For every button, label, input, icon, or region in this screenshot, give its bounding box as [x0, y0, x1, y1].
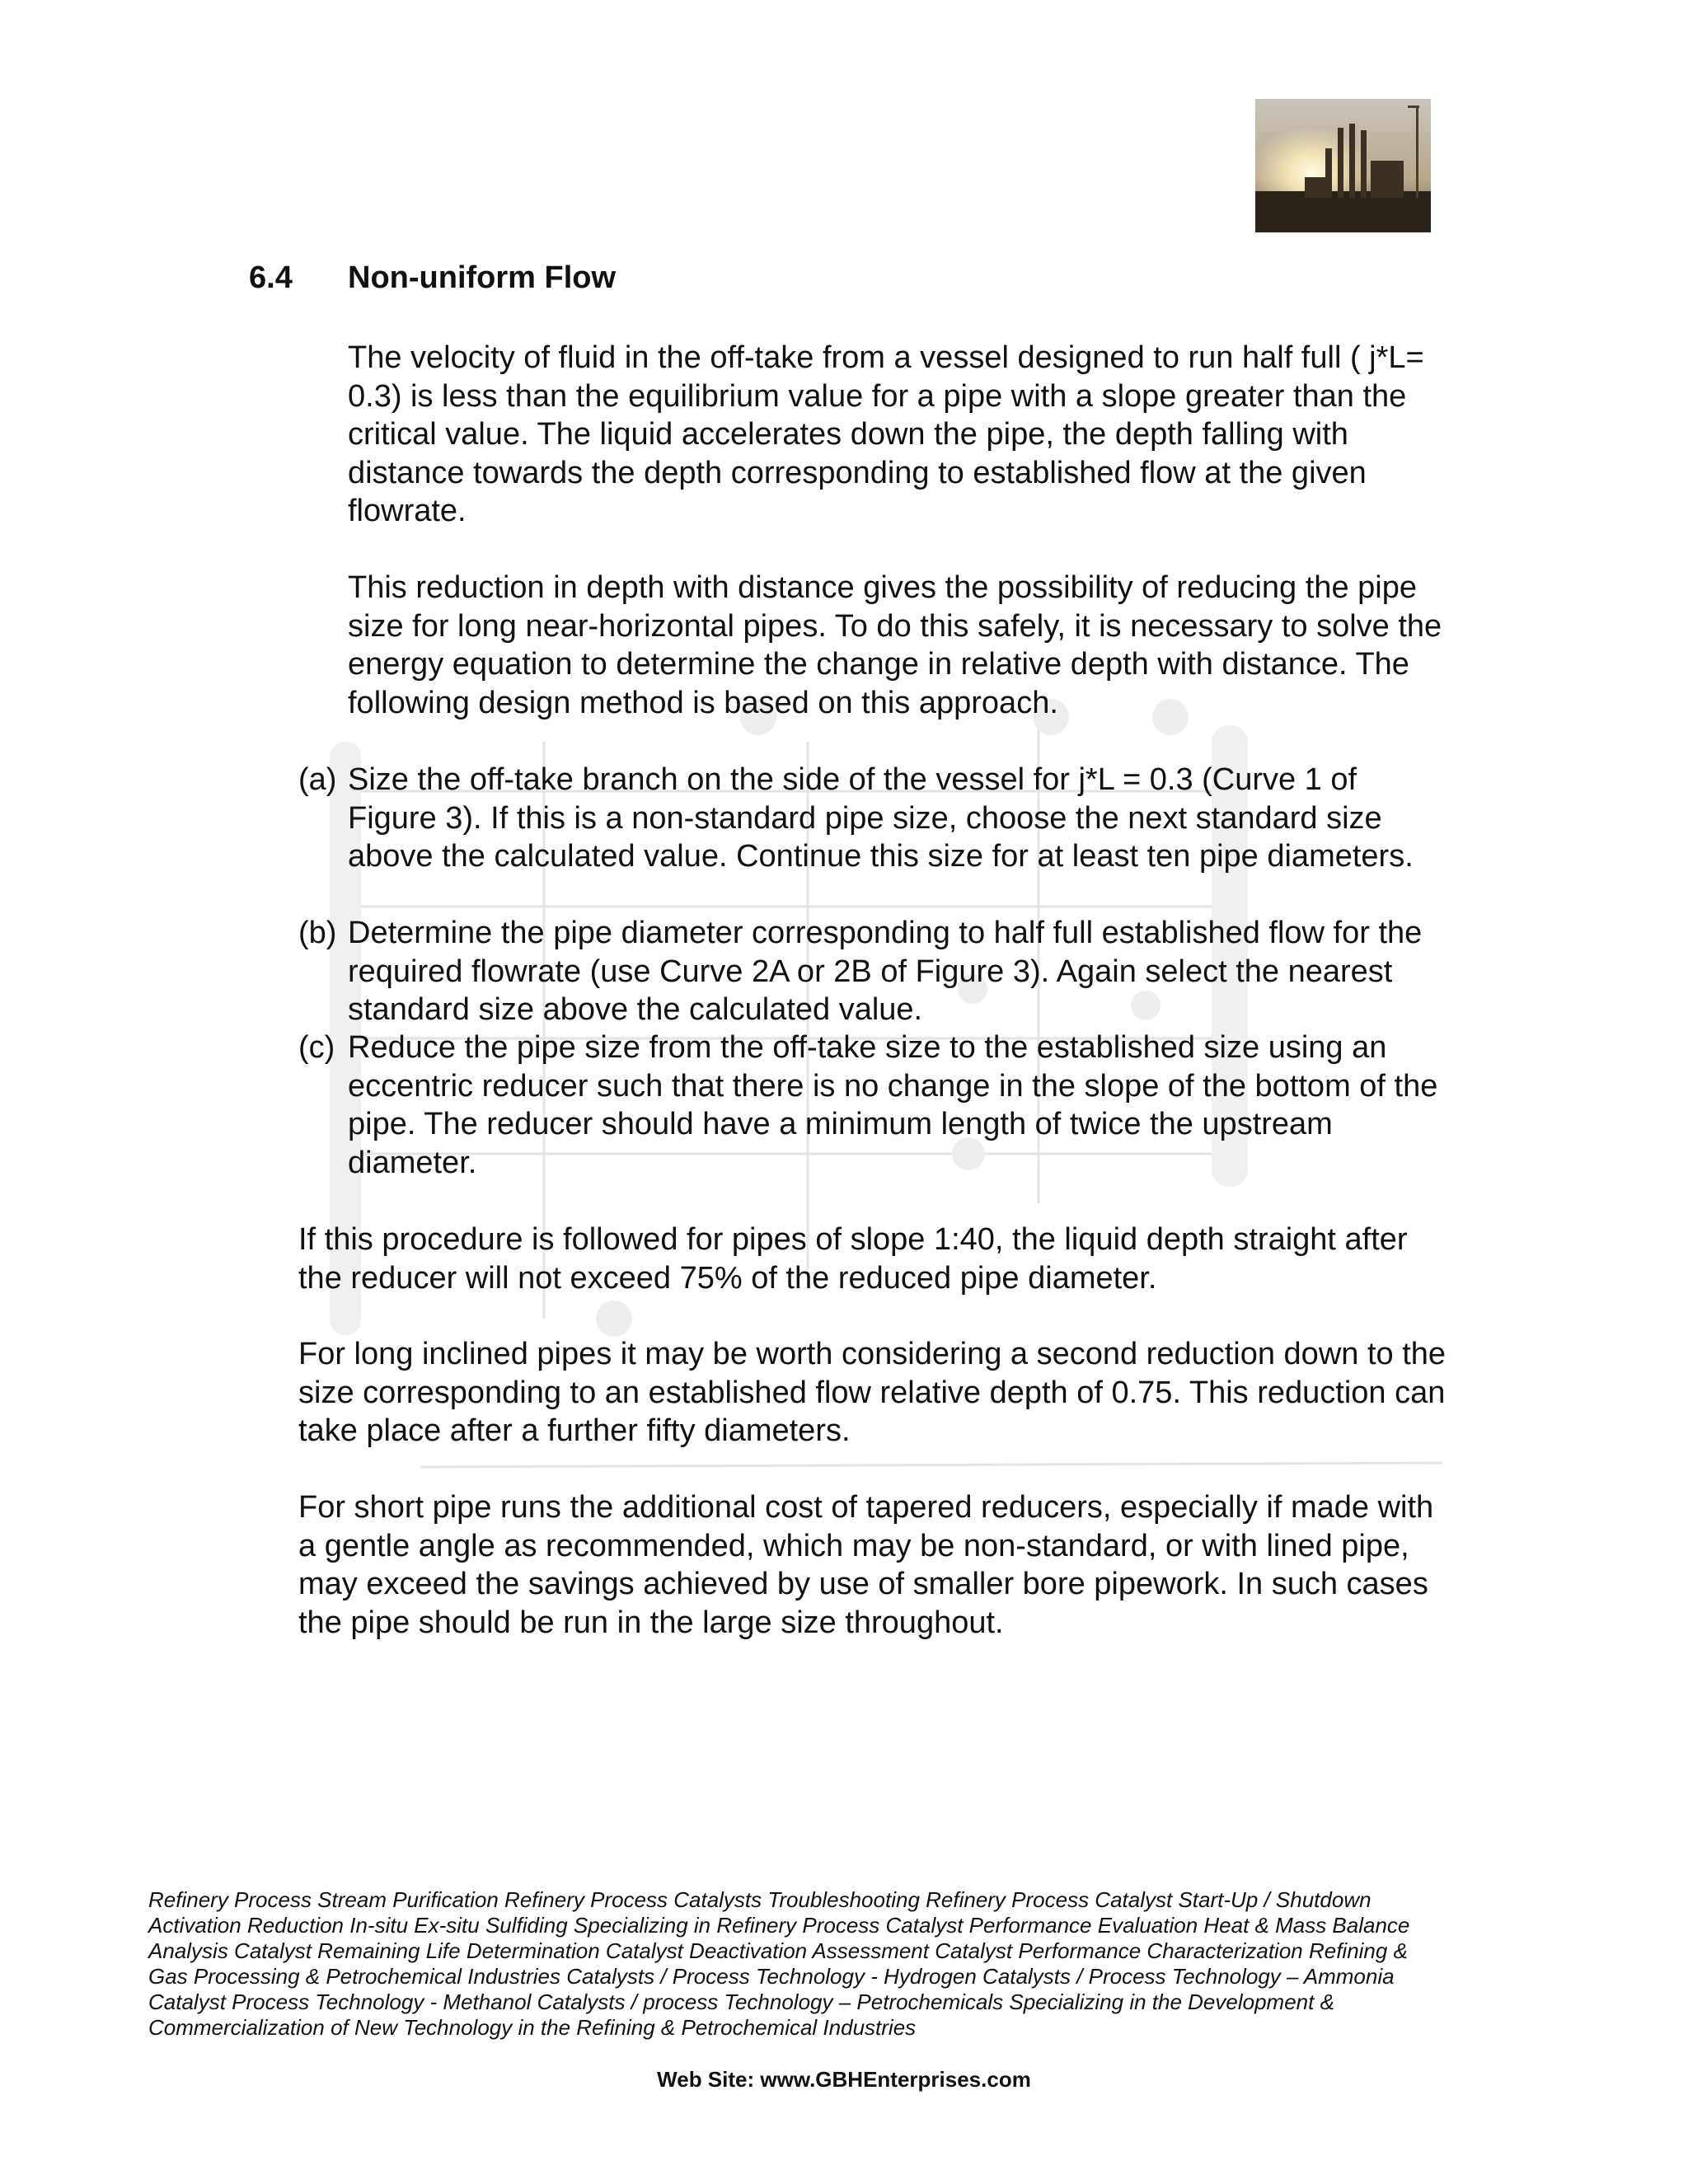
- list-item-text: Reduce the pipe size from the off-take size to the established size using an eccentric reducer such that there is no change in the slope of the bottom of the pipe. The reducer should have a minimum length of twice the upstream diameter.: [348, 1030, 1438, 1180]
- list-item-text: Determine the pipe diameter corresponding to half full established flow for the required flowrate (use Curve 2A or 2B of Figure 3). Again select the nearest standard size above the calculated value.: [348, 916, 1423, 1027]
- paragraph-velocity: The velocity of fluid in the off-take from a vessel designed to run half full ( j*L= 0.3) is less than the equilibrium value for a pipe with a slope greater than the critical value. The liquid accelerates down the pipe, the depth falling with distance towards the depth corresponding to established flow at the given flowrate.: [348, 340, 1424, 528]
- list-marker: (c): [298, 1030, 335, 1065]
- list-item-c: [298, 1029, 1452, 1182]
- list-marker: (b): [298, 916, 337, 950]
- footer-services: Refinery Process Stream Purification Refinery Process Catalysts Troubleshooting Refinery Process Catalyst Start-Up / Shutdown Activation Reduction In-situ Ex-situ Sulfiding Specializing in Refinery Process Catalyst Performance Evaluation Heat & Mass Balance Analysis Catalyst Remaining Life Determination Catalyst Deactivation Assessment Catalyst Performance Characterization Refining & Gas Processing & Petrochemical Industries Catalysts / Process Technology - Hydrogen Catalysts / Process Technology – Ammonia Catalyst Process Technology - Methanol Catalysts / process Technology – Petrochemicals Specializing in the Development & Commercialization of New Technology in the Refining & Petrochemical Industries: [148, 1887, 1410, 2040]
- refinery-photo: [1255, 99, 1431, 232]
- section-number: 6.4: [249, 260, 293, 295]
- list-item-a: [298, 761, 1452, 876]
- paragraph-reduction: This reduction in depth with distance gives the possibility of reducing the pipe size for long near-horizontal pipes. To do this safely, it is necessary to solve the energy equation to determine the change in relative depth with distance. The following design method is based on this approach.: [348, 570, 1442, 720]
- paragraph-slope: If this procedure is followed for pipes of slope 1:40, the liquid depth straight after the reducer will not exceed 75% of the reduced pipe diameter.: [298, 1222, 1408, 1296]
- list-item-b: [298, 914, 1452, 1029]
- section-title: Non-uniform Flow: [348, 260, 617, 295]
- list-item-text: Size the off-take branch on the side of the vessel for j*L = 0.3 (Curve 1 of Figure 3). If this is a non-standard pipe size, choose the next standard size above the calculated value. Continue this size for at least ten pipe diameters.: [348, 762, 1414, 874]
- footer-website: Web Site: www.GBHEnterprises.com: [657, 2067, 1031, 2092]
- list-marker: (a): [298, 762, 337, 797]
- paragraph-short-runs: For short pipe runs the additional cost of tapered reducers, especially if made with a gentle angle as recommended, which may be non-standard, or with lined pipe, may exceed the savings achieved by use of smaller bore pipework. In such cases the pipe should be run in the large size throughout.: [298, 1490, 1434, 1640]
- paragraph-inclined: For long inclined pipes it may be worth considering a second reduction down to the size corresponding to an established flow relative depth of 0.75. This reduction can take place after a further fifty diameters.: [298, 1337, 1447, 1448]
